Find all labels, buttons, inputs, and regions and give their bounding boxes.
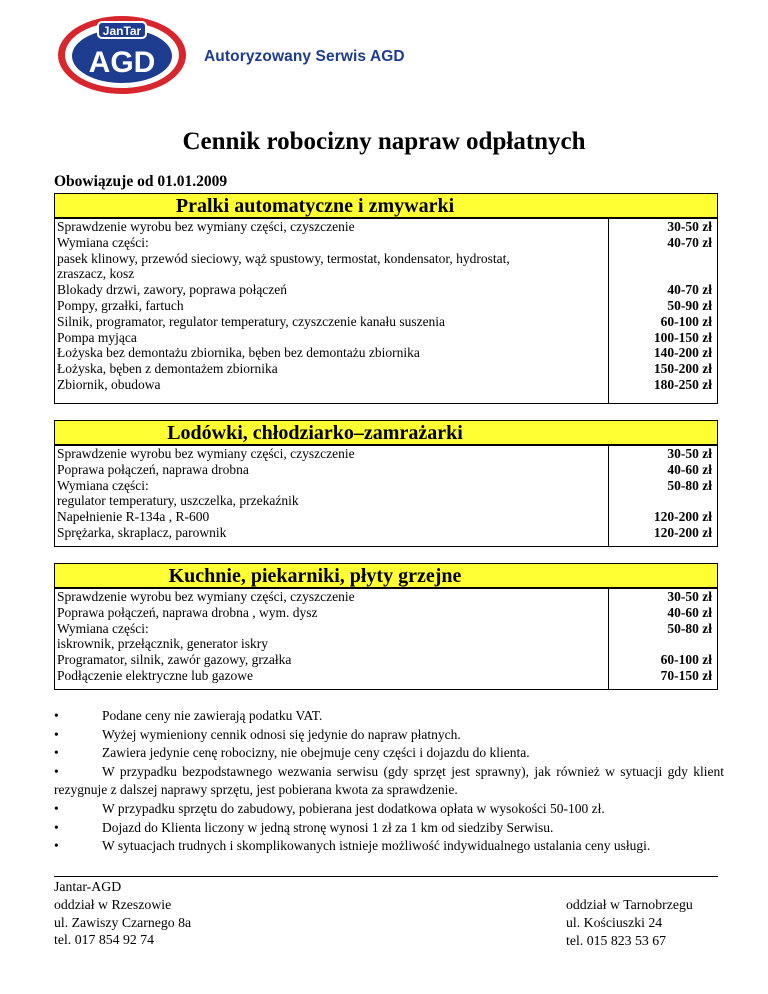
service-desc: Łożyska, bęben z demontażem zbiornika [57,361,278,377]
service-price: 50-80 zł [667,477,712,493]
note-item [54,726,724,745]
service-desc: iskrownik, przełącznik, generator iskry [57,636,269,652]
valid-from: Obowiązuje od 01.01.2009 [54,173,228,190]
bullet-icon: • [54,708,59,723]
bullet-icon: • [54,800,59,816]
note-text: Dojazd do Klienta liczony w jedną stronę wynosi 1 zł za 1 km od siedziby Serwisu. [102,819,554,835]
service-price: 180-250 zł [653,376,712,392]
price-column [610,589,717,689]
service-desc: Poprawa połączeń, naprawa drobna [57,461,249,477]
note-item [54,800,724,819]
service-price: 50-90 zł [667,297,712,313]
price-column [610,446,717,546]
service-desc: Sprawdzenie wyrobu bez wymiany części, czyszczenie [57,589,355,604]
section-heading-cookers [54,563,718,588]
service-desc: Wymiana części: [57,234,149,250]
service-desc: Łożyska bez demontażu zbiornika, bęben bez demontażu zbiornika [57,345,420,361]
service-price: 40-70 zł [667,234,712,250]
service-desc: Silnik, programator, regulator temperatury, czyszczenie kanału suszenia [57,313,446,329]
service-price: 40-70 zł [667,282,712,298]
section-heading-washers [54,193,718,218]
section-heading-text: Pralki automatyczne i zmywarki [175,195,455,217]
notes-list [54,707,724,856]
footer-branch-tarnobrzeg [566,896,693,949]
service-price: 30-50 zł [667,589,712,604]
bullet-icon: • [54,726,59,742]
note-text: W przypadku sprzętu do zabudowy, pobierana jest dodatkowa opłata w wysokości 50-100 zł. [102,800,605,816]
branch-name: oddział w Tarnobrzegu [566,897,693,912]
service-desc: Pompa myjąca [57,329,137,345]
service-desc: regulator temperatury, uszczelka, przekaźnik [57,493,299,509]
service-desc: Programator, silnik, zawór gazowy, grzałka [57,652,292,668]
price-table-cookers [54,588,718,690]
service-price: 70-150 zł [660,667,712,683]
logo-top-text: JanTar [102,24,142,38]
page-title: Cennik robocizny napraw odpłatnych [182,128,586,155]
logo-main-text: AGD [88,46,156,79]
branch-address: ul. Kościuszki 24 [566,914,663,930]
service-desc: Sprawdzenie wyrobu bez wymiany części, czyszczenie [57,446,355,461]
branch-address: ul. Zawiszy Czarnego 8a [54,914,192,930]
service-price: 60-100 zł [660,652,712,668]
note-item [54,837,724,856]
service-desc: Wymiana części: [57,620,149,636]
service-price: 40-60 zł [667,461,712,477]
service-desc: Zbiornik, obudowa [57,376,161,392]
service-desc: Sprawdzenie wyrobu bez wymiany części, czyszczenie [57,219,355,234]
service-desc: Napełnienie R-134a , R-600 [57,509,210,525]
service-price: 60-100 zł [660,313,712,329]
section-heading-text: Kuchnie, piekarniki, płyty grzejne [168,565,462,587]
footer-divider [54,876,718,877]
note-text: Zawiera jedynie cenę robocizny, nie obejmuje ceny części i dojazdu do klienta. [102,745,530,761]
note-text: Podane ceny nie zawierają podatku VAT. [102,708,323,723]
service-desc: Wymiana części: [57,477,149,493]
price-column [610,219,717,403]
service-price: 140-200 zł [653,345,712,361]
service-desc: pasek klinowy, przewód sieciowy, wąż spustowy, termostat, kondensator, hydrostat, [57,250,510,266]
service-price: 30-50 zł [667,446,712,461]
section-heading-fridges [54,420,718,445]
service-price: 150-200 zł [653,361,712,377]
service-price: 50-80 zł [667,620,712,636]
description-column [55,219,609,403]
service-desc: Sprężarka, skraplacz, parownik [57,524,227,540]
note-item [54,819,724,838]
price-table-fridges [54,445,718,547]
bullet-icon: • [54,819,59,835]
footer-company: Jantar-AGD [54,879,122,894]
service-price: 40-60 zł [667,604,712,620]
note-item [54,763,724,800]
bullet-icon: • [54,763,59,779]
note-item [54,744,724,763]
service-desc: Poprawa połączeń, naprawa drobna , wym. dysz [57,604,318,620]
service-price: 120-200 zł [653,509,712,525]
bullet-icon: • [54,838,59,854]
note-text: W przypadku bezpodstawnego wezwania serwisu (gdy sprzęt jest sprawny), jak również w sytuacji gdy klient rezygnuje z dalszej naprawy sprzętu, jest pobierana kwota za sprawdzenie. [54,763,724,798]
brand-tagline: Autoryzowany Serwis AGD [204,48,405,65]
service-price: 100-150 zł [653,329,712,345]
service-price: 120-200 zł [653,524,712,540]
service-desc: Podłączenie elektryczne lub gazowe [57,667,254,683]
branch-phone: tel. 015 823 53 67 [566,932,667,948]
price-table-washers [54,218,718,404]
service-desc: Blokady drzwi, zawory, poprawa połączeń [57,282,288,298]
service-desc: Pompy, grzałki, fartuch [57,297,184,313]
branch-phone: tel. 017 854 92 74 [54,932,155,948]
note-text: Wyżej wymieniony cennik odnosi się jedynie do napraw płatnych. [102,726,461,742]
note-text: W sytuacjach trudnych i skomplikowanych istnieje możliwość indywidualnego ustalania ceny usługi. [102,838,651,854]
jantar-agd-logo [56,14,188,96]
section-heading-text: Lodówki, chłodziarko–zamrażarki [167,422,463,444]
bullet-icon: • [54,745,59,761]
branch-name: oddział w Rzeszowie [54,896,172,912]
description-column [55,446,609,546]
note-item [54,707,724,726]
footer-branch-rzeszow [54,878,191,949]
service-price: 30-50 zł [667,219,712,234]
description-column [55,589,609,689]
service-desc: zraszacz, kosz [57,266,135,282]
